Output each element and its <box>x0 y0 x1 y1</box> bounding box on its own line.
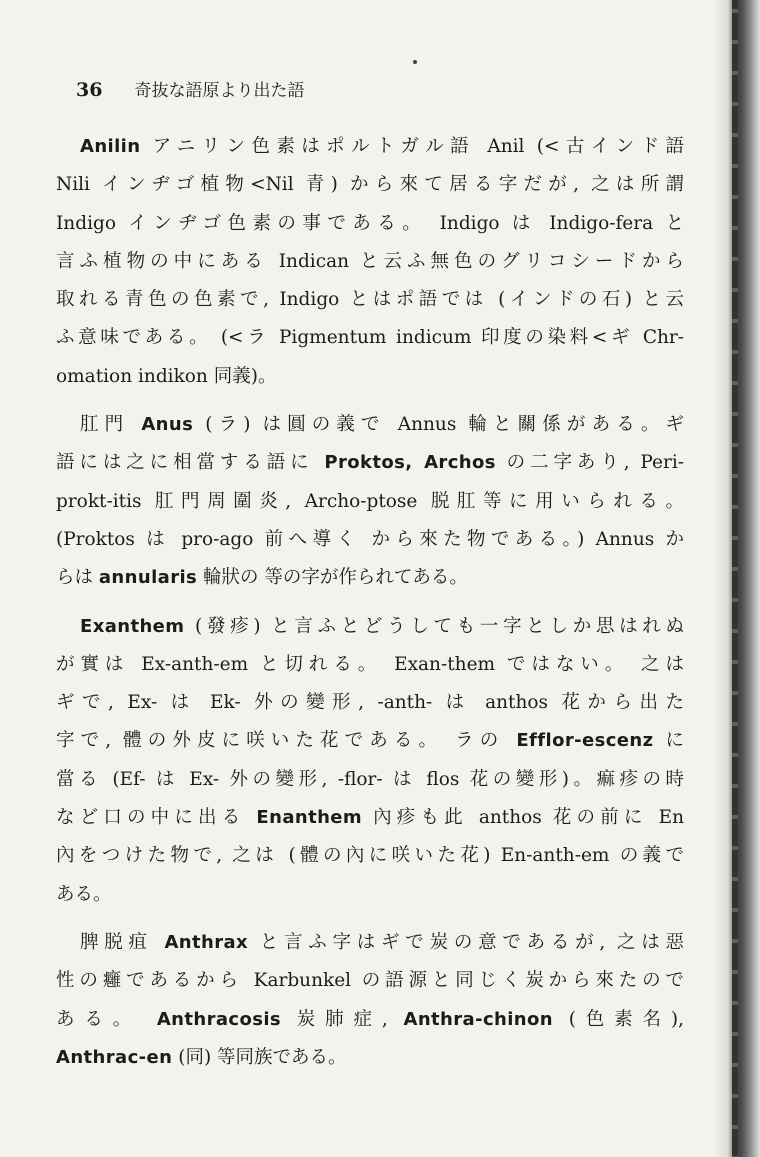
text-run: 取れる青色の色素で, Indigo とはポ語では (インドの石) と云 <box>56 289 684 311</box>
text-run: Nili インヂゴ植物<Nil 青) から來て居る字だが, 之は所謂 <box>56 174 684 196</box>
text-run: が實は Ex-anth-em と切れる。 Exan-them ではない。 之は <box>56 653 684 675</box>
page-edge-shadow <box>714 0 760 1157</box>
text-run: (同) 等同族である。 <box>172 1046 347 1068</box>
text-line <box>56 684 684 722</box>
text-line <box>56 166 684 204</box>
text-run: 語には之に相當する語に <box>56 452 325 474</box>
page-number: 36 <box>76 79 103 101</box>
text-line <box>56 646 684 684</box>
paragraph <box>56 406 684 597</box>
text-run: 內をつけた物で, 之は (體の內に咲いた花) En-anth-em の義で <box>56 845 684 867</box>
text-line <box>56 608 684 646</box>
text-run: アニリン色素はポルトガル語 Anil (<古インド語 <box>140 136 684 157</box>
text-line <box>56 358 684 396</box>
page-header <box>76 76 305 101</box>
text-run: Indigo インヂゴ色素の事である。 Indigo は Indigo-fera と <box>56 212 684 234</box>
text-run: 輪狀の 等の字が作られてある。 <box>197 567 468 589</box>
text-line <box>56 319 684 357</box>
text-run: 字で, 體の外皮に咲いた花である。 ラの <box>56 730 517 752</box>
text-line <box>56 205 684 243</box>
headword: Anthrac-en <box>56 1046 173 1068</box>
headword: Anthrax <box>164 931 249 953</box>
text-run: ギで, Ex- は Ek- 外の變形, -anth- は anthos 花から出た <box>56 692 684 714</box>
paragraph <box>56 924 684 1077</box>
text-run: の二字あり, Peri- <box>495 452 684 474</box>
text-run: 當る (Ef- は Ex- 外の變形, -flor- は flos 花の變形)。痲疹の時 <box>56 768 684 790</box>
headword: Enanthem <box>256 807 363 829</box>
headword: Exanthem <box>80 615 185 637</box>
text-run: など口の中に出る <box>56 807 257 829</box>
text-line <box>56 281 684 319</box>
text-run: (色素名), <box>553 1008 684 1030</box>
binding-edge <box>732 0 738 1157</box>
text-line <box>56 559 684 597</box>
paragraph <box>56 608 684 914</box>
text-run: ふ意味である。 (<ラ Pigmentum indicum 印度の染料<ギ Chr- <box>56 327 684 349</box>
text-line <box>56 444 684 482</box>
text-line <box>56 521 684 559</box>
headword: annularis <box>98 567 198 589</box>
text-line <box>56 1039 684 1077</box>
headword: Anus <box>141 414 194 436</box>
text-run: に <box>653 730 684 752</box>
text-line <box>56 128 684 166</box>
text-line <box>56 962 684 1000</box>
text-line <box>56 876 684 914</box>
headword: Anthra-chinon <box>403 1008 553 1030</box>
headword: Anthracosis <box>156 1008 282 1030</box>
headword: Anilin <box>80 136 141 157</box>
text-run: 性の癰であるから Karbunkel の語源と同じく炭から來たので <box>56 970 684 992</box>
text-run: omation indikon 同義)。 <box>56 365 277 387</box>
text-line <box>56 837 684 875</box>
text-run: 肛門 <box>80 414 142 436</box>
scan-speck <box>413 60 417 64</box>
text-run: (ラ) は圓の義で Annus 輪と關係がある。ギ <box>193 414 684 436</box>
text-line <box>56 406 684 444</box>
running-title: 奇抜な語原より出た語 <box>134 81 305 101</box>
text-line <box>56 924 684 962</box>
text-line <box>56 1001 684 1039</box>
paragraph <box>56 128 684 396</box>
text-run: 脾脱疽 <box>80 931 165 953</box>
text-run: と言ふ字はギで炭の意であるが, 之は惡 <box>248 931 684 953</box>
text-line <box>56 483 684 521</box>
text-run: prokt-itis 肛門周圍炎, Archo-ptose 脱肛等に用いられる。 <box>56 490 684 512</box>
text-run: (Proktos は pro-ago 前へ導く から來た物である。) Annus か <box>56 528 684 550</box>
page-body <box>56 128 684 1087</box>
text-run: ある。 <box>56 883 112 905</box>
text-line <box>56 243 684 281</box>
text-run: らは <box>56 567 99 589</box>
text-line <box>56 761 684 799</box>
text-run: (發疹) と言ふとどうしても一字としか思はれぬ <box>184 615 684 637</box>
text-line <box>56 799 684 837</box>
text-line <box>56 722 684 760</box>
text-run: 炭肺症, <box>281 1008 404 1030</box>
headword: Proktos, Archos <box>324 452 496 474</box>
headword: Efflor-escenz <box>516 730 654 752</box>
text-run: 言ふ植物の中にある Indican と云ふ無色のグリコシードから <box>56 250 684 272</box>
text-run: 內疹も此 anthos 花の前に En <box>362 807 684 829</box>
text-run: ある。 <box>56 1008 157 1030</box>
